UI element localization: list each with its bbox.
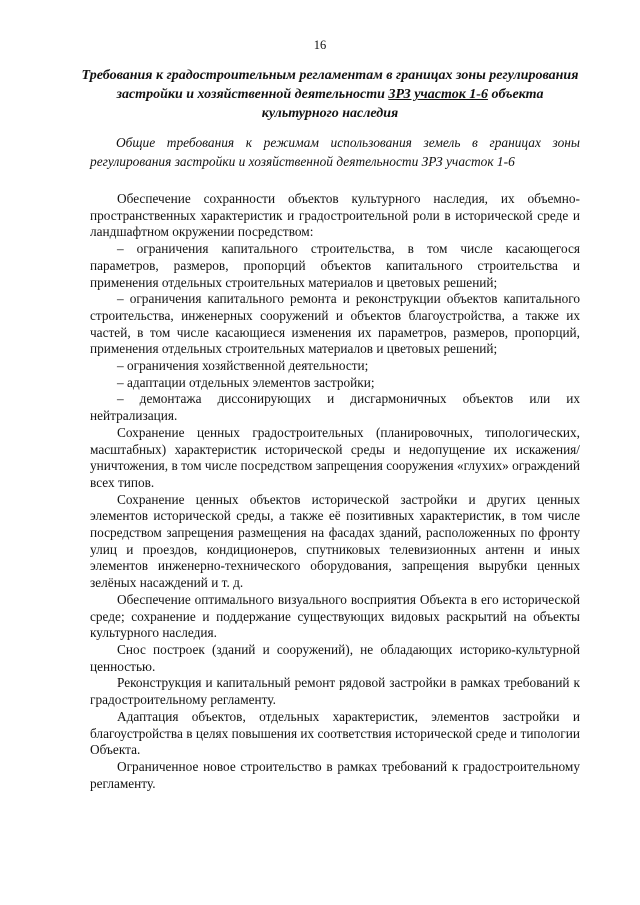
paragraph: Обеспечение оптимального визуального восприятия Объекта в его исторической среде; сохранение и поддержание существующих видовых раскрытий на объекты культурного наследия. xyxy=(90,591,580,641)
list-item: – ограничения капитального ремонта и реконструкции объектов капитального строительства, инженерных сооружений и объектов благоустройства, а также их частей, в том числе касающиеся изменения их параметров, размеров, пропорций, применения отдельных строительных материалов и цветовых решений; xyxy=(90,291,580,357)
paragraph: Адаптация объектов, отдельных характеристик, элементов застройки и благоустройства в целях повышения их соответствия исторической среде и типологии Объекта. xyxy=(90,708,580,758)
paragraph: Ограниченное новое строительство в рамках требований к градостроительному регламенту. xyxy=(90,758,580,791)
list-item: – демонтажа диссонирующих и дисгармоничных объектов или их нейтрализация. xyxy=(90,391,580,424)
paragraph: Сохранение ценных объектов исторической застройки и других ценных элементов исторической среды, а также её позитивных характеристик, в том числе посредством запрещения размещения на фасадах зданий, расположенных по фронту улиц и проездов, кондиционеров, спутниковых телевизионных антенн и иных элементов инженерно-технического оборудования, запрещения вырубки ценных зелёных насаждений и т. д. xyxy=(90,491,580,591)
paragraph: Обеспечение сохранности объектов культурного наследия, их объемно-пространственных характеристик и градостроительной роли в исторической среде и ландшафтном окружении посредством: xyxy=(90,191,580,240)
paragraph: Сохранение ценных градостроительных (планировочных, типологических, масштабных) характеристик исторической среды и недопущение их искажения/уничтожения, в том числе посредством запрещения сооружения «глухих» ограждений всех типов. xyxy=(90,424,580,490)
title-zone-code: ЗРЗ участок 1-6 xyxy=(388,87,488,102)
title-text-end: объекта культурного наследия xyxy=(261,87,544,121)
section-title xyxy=(80,66,580,123)
paragraph: Реконструкция и капитальный ремонт рядовой застройки в рамках требований к градостроительному регламенту. xyxy=(90,675,580,708)
list-item: – адаптации отдельных элементов застройки; xyxy=(117,374,375,390)
paragraph: Снос построек (зданий и сооружений), не обладающих историко-культурной ценностью. xyxy=(90,641,580,674)
section-subtitle: Общие требования к режимам использования земель в границах зоны регулирования застройки и хозяйственной деятельности ЗРЗ участок 1-6 xyxy=(90,135,580,169)
document-body xyxy=(90,191,580,792)
title-text: Требования к градостроительным регламентам в границах зоны регулирования застройки и хозяйственной деятельности xyxy=(81,68,579,102)
page-number: 16 xyxy=(313,38,327,52)
list-item: – ограничения хозяйственной деятельности; xyxy=(117,358,369,374)
list-item: – ограничения капитального строительства, в том числе касающегося параметров, размеров, пропорций объектов капитального строительства и применения отдельных строительных материалов и цветовых решений; xyxy=(90,241,580,290)
